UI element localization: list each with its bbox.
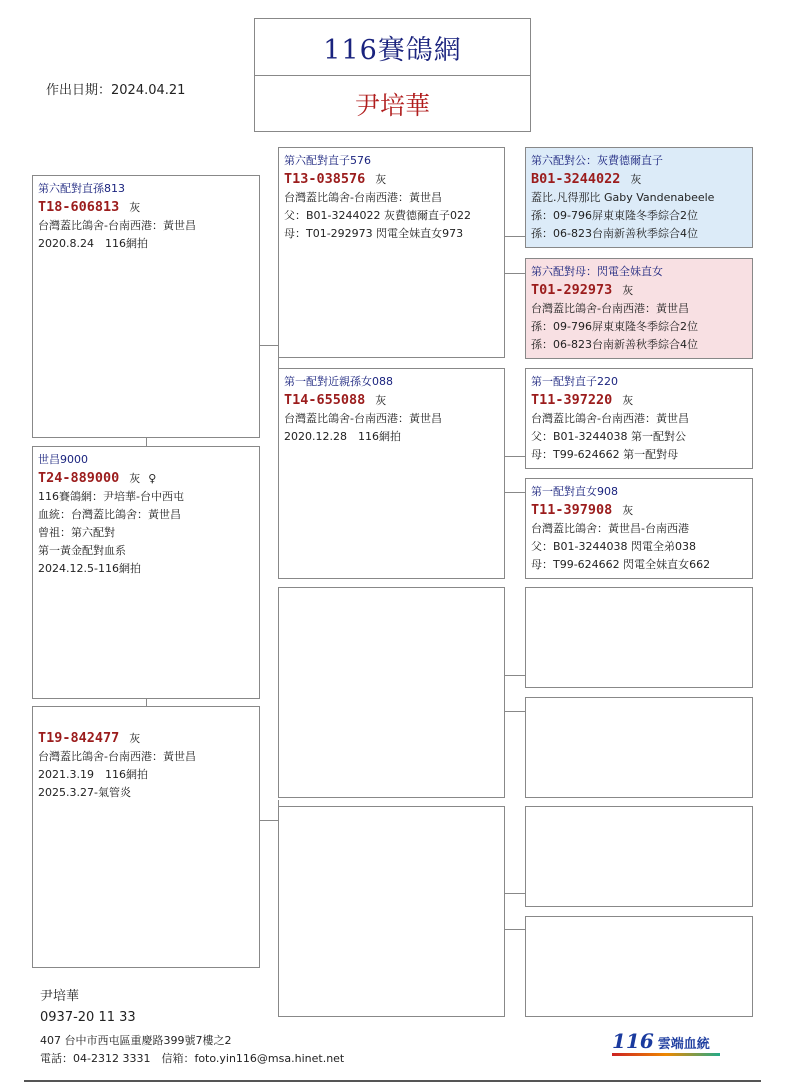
connector-line (505, 929, 525, 930)
site-title: 116賽鴿網 (255, 19, 530, 76)
brand-logo (612, 1029, 710, 1053)
connector-line (505, 273, 525, 274)
ring-number: T13-038576 (284, 171, 366, 187)
pigeon-card-ds-empty[interactable] (278, 587, 505, 798)
card-line: 第一黃金配對血系 (38, 544, 126, 557)
pigeon-card-dam[interactable] (32, 706, 260, 968)
connector-line (146, 699, 147, 706)
card-line: 2021.3.19 116網拍 (38, 768, 148, 781)
ring-number: T11-397220 (531, 392, 613, 408)
logo-text: 雲端血統 (657, 1037, 710, 1052)
card-line: 孫：09-796屏東東隆冬季綜合2位 (531, 320, 698, 333)
connector-line (505, 236, 525, 237)
logo-number: 116 (612, 1029, 654, 1053)
pigeon-card-sire[interactable] (32, 175, 260, 438)
ring-number: T24-889000 (38, 470, 120, 486)
card-line: 父：B01-3244038 第一配對公 (531, 430, 686, 443)
connector-line (260, 345, 278, 346)
card-title: 第六配對直子576 (284, 154, 371, 167)
pigeon-card-dsd-empty[interactable] (525, 697, 753, 798)
color-label: 灰 (630, 173, 642, 186)
connector-line (505, 456, 525, 457)
card-line: 蓋比.凡得那比 Gaby Vandenabeele (531, 191, 715, 204)
card-line: 2020.8.24 116網拍 (38, 237, 148, 250)
card-line: 台灣蓋比鴿舍-台南西港：黃世昌 (284, 412, 442, 425)
card-line: 母：T99-624662 第一配對母 (531, 448, 679, 461)
card-line: 2024.12.5-116網拍 (38, 562, 141, 575)
card-line: 曾祖：第六配對 (38, 526, 115, 539)
connector-line (146, 438, 147, 446)
pigeon-card-subject[interactable] (32, 446, 260, 699)
color-label: 灰 (129, 472, 141, 485)
header-box (254, 18, 531, 132)
card-title: 世昌9000 (38, 453, 88, 466)
card-line: 母：T99-624662 閃電全妹直女662 (531, 558, 711, 571)
pigeon-card-sds[interactable] (525, 368, 753, 469)
card-line: 父：B01-3244022 灰費德爾直子022 (284, 209, 471, 222)
card-line: 台灣蓋比鴿舍-台南西港：黃世昌 (284, 191, 442, 204)
card-title: 第一配對直子220 (531, 375, 618, 388)
card-line: 孫：06-823台南新善秋季綜合4位 (531, 227, 698, 240)
color-label: 灰 (129, 201, 141, 214)
card-line: 孫：09-796屏東東隆冬季綜合2位 (531, 209, 698, 222)
card-title: 第一配對直女908 (531, 485, 618, 498)
logo-underline (612, 1053, 720, 1056)
connector-line (505, 675, 525, 676)
color-label: 灰 (622, 284, 634, 297)
footer-name: 尹培華 (40, 989, 80, 1004)
connector-line (505, 711, 525, 712)
card-title: 第六配對母：閃電全妹直女 (531, 265, 663, 278)
pigeon-card-ss[interactable] (278, 147, 505, 358)
card-line: 孫：06-823台南新善秋季綜合4位 (531, 338, 698, 351)
footer-contact: 電話：04-2312 3331 信箱：foto.yin116@msa.hinet.net (40, 1052, 345, 1065)
card-line: 父：B01-3244038 閃電全弟038 (531, 540, 696, 553)
connector-line (278, 800, 279, 820)
color-label: 灰 (622, 504, 634, 517)
card-line: 116賽鴿網：尹培華-台中西屯 (38, 490, 184, 503)
pigeon-card-ssd[interactable] (525, 258, 753, 359)
footer-phone: 0937-20 11 33 (40, 1010, 136, 1025)
connector-line (260, 820, 278, 821)
connector-line (505, 492, 525, 493)
card-line: 2020.12.28 116網拍 (284, 430, 401, 443)
card-line: 台灣蓋比鴿舍-台南西港：黃世昌 (38, 750, 196, 763)
color-label: 灰 (375, 173, 387, 186)
card-title: 第六配對直孫813 (38, 182, 125, 195)
card-title: 第一配對近親孫女088 (284, 375, 393, 388)
pigeon-card-dd-empty[interactable] (278, 806, 505, 1017)
card-line: 台灣蓋比鴿舍-台南西港：黃世昌 (531, 302, 689, 315)
pigeon-card-dss-empty[interactable] (525, 587, 753, 688)
card-line: 台灣蓋比鴿舍-台南西港：黃世昌 (38, 219, 196, 232)
card-title: 第六配對公：灰費德爾直子 (531, 154, 663, 167)
card-line: 台灣蓋比鴿舍-台南西港：黃世昌 (531, 412, 689, 425)
ring-number: T19-842477 (38, 730, 120, 746)
pigeon-card-dds-empty[interactable] (525, 806, 753, 907)
owner-title: 尹培華 (354, 91, 430, 120)
ring-number: T18-606813 (38, 199, 120, 215)
pigeon-card-sd[interactable] (278, 368, 505, 579)
ring-number: B01-3244022 (531, 171, 621, 187)
connector-line (505, 893, 525, 894)
card-line: 2025.3.27-氣管炎 (38, 786, 131, 799)
color-label: 灰 (129, 732, 141, 745)
color-label: 灰 (375, 394, 387, 407)
pigeon-card-sdd[interactable] (525, 478, 753, 579)
ring-number: T14-655088 (284, 392, 366, 408)
pigeon-card-ddd-empty[interactable] (525, 916, 753, 1017)
card-line: 母：T01-292973 閃電全妹直女973 (284, 227, 464, 240)
color-label: 灰 (622, 394, 634, 407)
connector-line (278, 345, 279, 381)
pigeon-card-sss[interactable] (525, 147, 753, 248)
ring-number: T01-292973 (531, 282, 613, 298)
female-icon: ♀ (148, 472, 157, 485)
footer-address: 407 台中市西屯區重慶路399號7樓之2 (40, 1034, 232, 1047)
ring-number: T11-397908 (531, 502, 613, 518)
card-line: 台灣蓋比鴿舍：黃世昌-台南西港 (531, 522, 689, 535)
card-line: 血統：台灣蓋比鴿舍：黃世昌 (38, 508, 181, 521)
issue-date: 作出日期：2024.04.21 (46, 83, 186, 98)
bottom-rule (24, 1080, 761, 1082)
